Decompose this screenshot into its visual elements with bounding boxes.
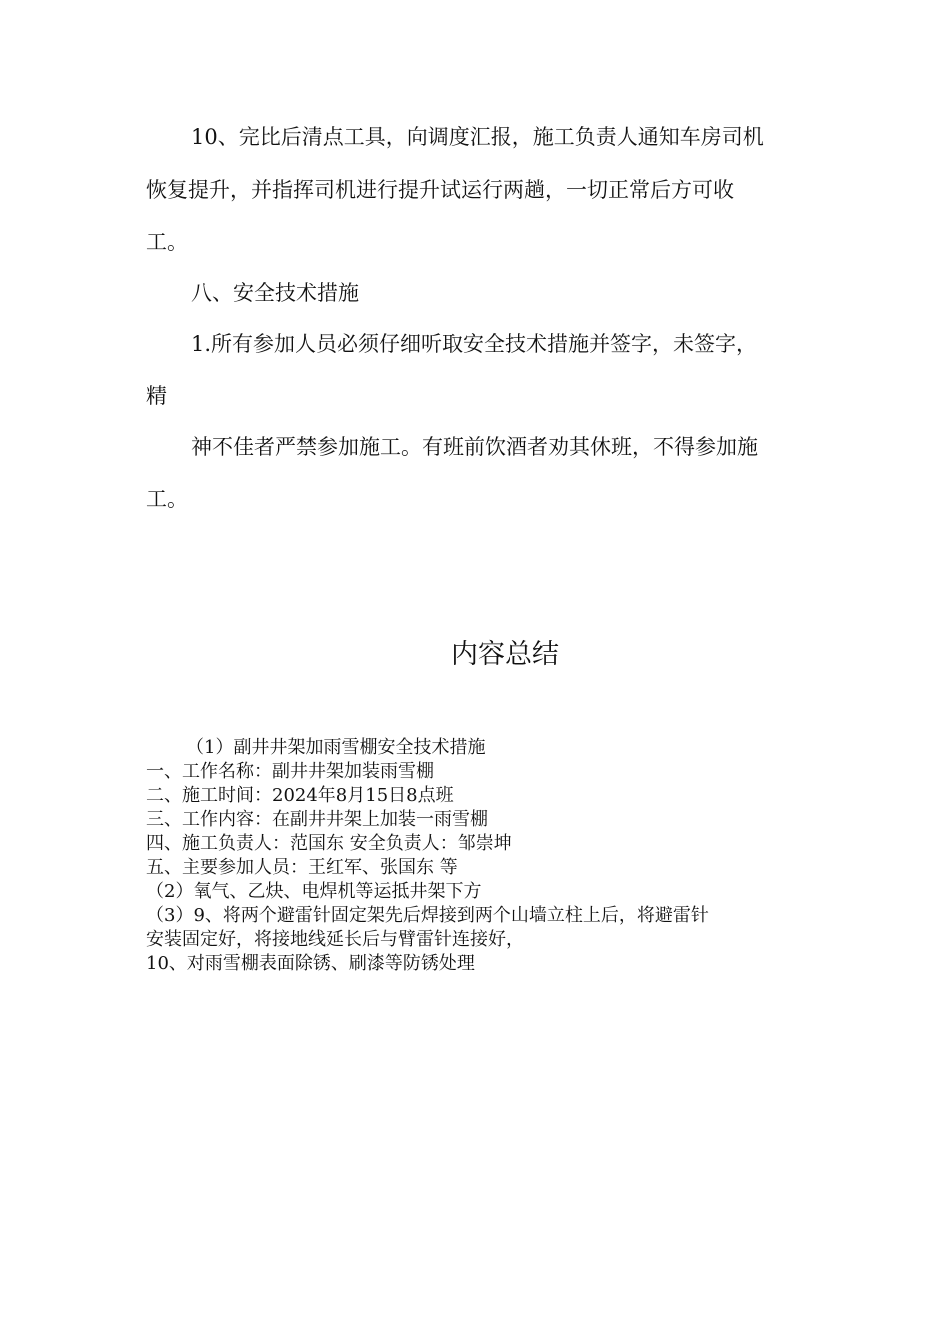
summary-line: （1）副井井架加雨雪棚安全技术措施 — [186, 737, 486, 758]
paragraph-2-line-2: 工。 — [146, 487, 188, 511]
summary-line: 一、工作名称：副井井架加装雨雪棚 — [146, 761, 434, 782]
paragraph-10-line-2: 恢复提升，并指挥司机进行提升试运行两趟，一切正常后方可收 — [146, 178, 734, 202]
summary-title: 内容总结 — [451, 639, 559, 670]
paragraph-10-line-3: 工。 — [146, 230, 188, 254]
summary-line: 安装固定好，将接地线延长后与臂雷针连接好， — [146, 929, 524, 950]
paragraph-10-line-1: 10、完比后清点工具，向调度汇报，施工负责人通知车房司机 — [191, 125, 764, 149]
paragraph-2-line-1: 神不佳者严禁参加施工。有班前饮酒者劝其休班，不得参加施 — [191, 435, 758, 459]
paragraph-1-line-2: 精 — [146, 384, 167, 408]
summary-line: 10、对雨雪棚表面除锈、刷漆等防锈处理 — [146, 953, 475, 974]
paragraph-1-line-1: 1.所有参加人员必须仔细听取安全技术措施并签字，未签字， — [191, 332, 758, 356]
summary-line: （3）9、将两个避雷针固定架先后焊接到两个山墙立柱上后，将避雷针 — [146, 905, 709, 926]
summary-line: （2）氧气、乙炔、电焊机等运抵井架下方 — [146, 881, 482, 902]
summary-line: 二、施工时间：2024年8月15日8点班 — [146, 785, 454, 806]
summary-line: 三、工作内容：在副井井架上加装一雨雪棚 — [146, 809, 488, 830]
section-heading-8: 八、安全技术措施 — [191, 281, 359, 305]
summary-line: 五、主要参加人员：王红军、张国东 等 — [146, 857, 458, 878]
summary-line: 四、施工负责人：范国东 安全负责人：邹崇坤 — [146, 833, 512, 854]
